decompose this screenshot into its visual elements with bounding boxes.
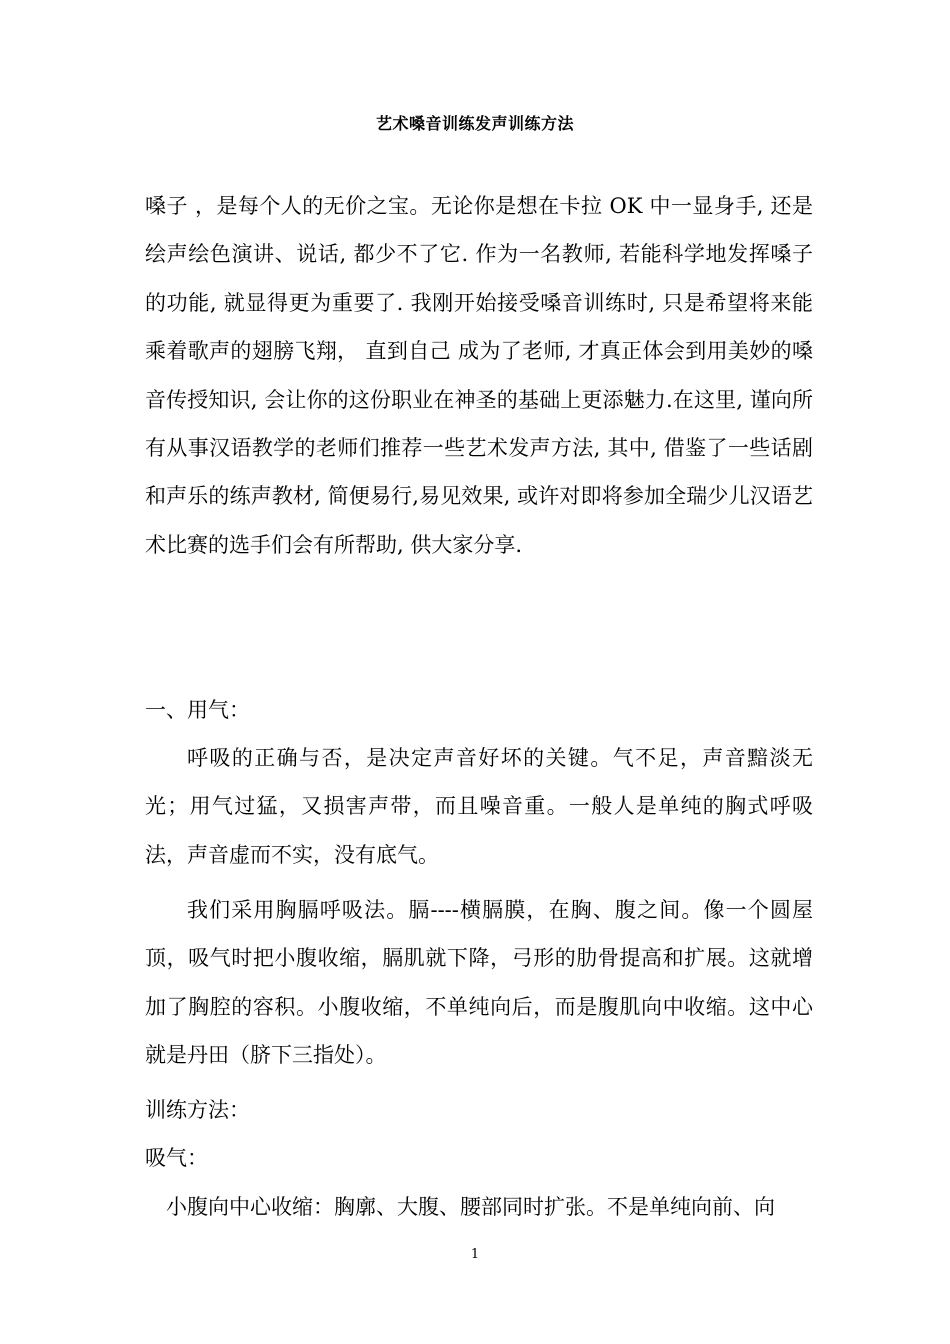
breathing-paragraph-2: 我们采用胸膈呼吸法。膈----横膈膜，在胸、腹之间。像一个圆屋顶，吸气时把小腹收缩，膈肌就下降，弓形的肋骨提高和扩展。这就增加了胸腔的容积。小腹收缩，不单纯向后，而是腹肌向中收缩。这中心就是丹田（脐下三指处）。	[145, 898, 813, 1068]
document-title: 艺术嗓音训练发声训练方法	[375, 114, 574, 133]
training-method-heading: 训练方法：	[145, 1098, 250, 1122]
page-number: 1	[470, 1247, 480, 1262]
section-heading-breathing: 一、用气：	[145, 698, 250, 722]
inhale-paragraph: 小腹向中心收缩：胸廓、大腹、腰部同时扩张。不是单纯向前、向	[166, 1195, 775, 1219]
inhale-heading: 吸气：	[145, 1146, 208, 1170]
breathing-paragraph-1: 呼吸的正确与否，是决定声音好坏的关键。气不足，声音黯淡无光；用气过猛，又损害声带，而且噪音重。一般人是单纯的胸式呼吸法，声音虚而不实，没有底气。	[145, 746, 813, 867]
intro-paragraph: 嗓子 ，是每个人的无价之宝。无论你是想在卡拉 OK 中一显身手, 还是绘声绘色演讲、说话, 都少不了它. 作为一名教师, 若能科学地发挥嗓子的功能, 就显得更为重要了. 我刚开始接受嗓音训练时, 只是希望将来能乘着歌声的翅膀飞翔， 直到自己 成为了老师, 才真正体会到用美妙的嗓音传授知识, 会让你的这份职业在神圣的基础上更添魅力.在这里, 谨向所有从事汉语教学的老师们推荐一些艺术发声方法, 其中, 借鉴了一些话剧和声乐的练声教材, 简便易行,易见效果, 或许对即将参加全瑞少儿汉语艺术比赛的选手们会有所帮助, 供大家分享.	[145, 194, 813, 557]
